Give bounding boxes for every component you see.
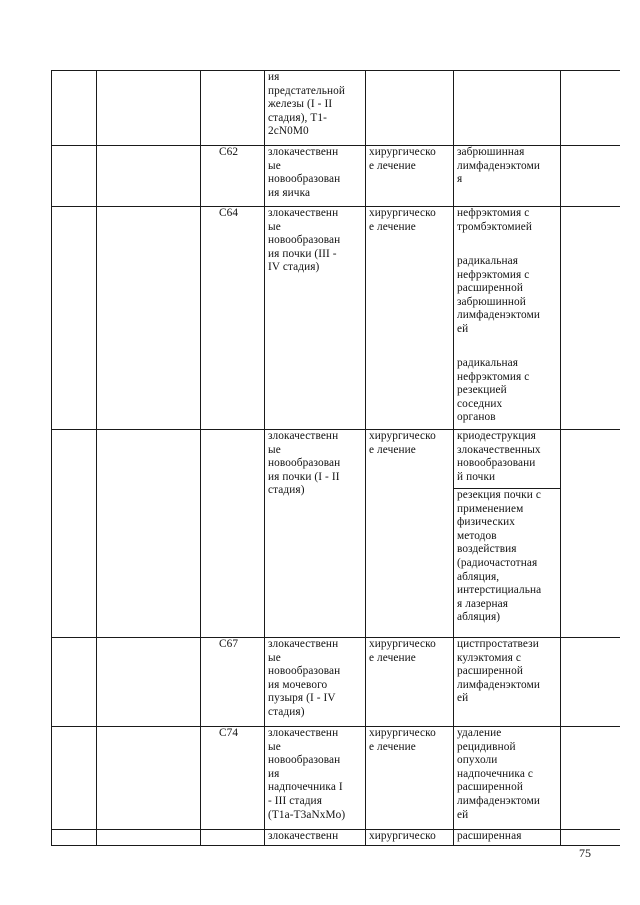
treatment-type-cell: хирургическо е лечение — [369, 727, 436, 753]
method-cell: радикальная нефрэктомия с резекцией соседних органов — [457, 357, 530, 424]
method-cell: радикальная нефрэктомия с расширенной забрюшинной лимфаденэктоми ей — [457, 255, 540, 335]
method-cell: забрюшинная лимфаденэктоми я — [457, 146, 540, 186]
treatment-type-cell: хирургическо е лечение — [369, 207, 436, 233]
column-divider — [365, 70, 366, 846]
icd-code-cell: C62 — [219, 146, 239, 158]
treatment-type-cell: хирургическо е лечение — [369, 638, 436, 664]
icd-code-cell: C74 — [219, 727, 239, 739]
method-cell: удаление рецидивной опухоли надпочечника с расширенной лимфаденэктоми ей — [457, 727, 540, 821]
method-cell: нефрэктомия с тромбэктомией — [457, 207, 533, 233]
disease-cell: злокачественн ые новообразован ия почки (I - II стадия) — [268, 430, 341, 497]
column-divider — [96, 70, 97, 846]
treatment-type-cell: хирургическо е лечение — [369, 430, 436, 456]
method-cell: криодеструкция злокачественных новообразовани й почки — [457, 430, 541, 483]
column-divider — [200, 70, 201, 846]
disease-cell: злокачественн ые новообразован ия почки (III - IV стадия) — [268, 207, 341, 274]
icd-code-cell: C64 — [219, 207, 239, 219]
column-divider — [453, 70, 454, 846]
treatment-type-cell: хирургическо — [369, 830, 436, 842]
disease-cell: злокачественн ые новообразован ия надпочечника I - III стадия (T1a-T3aNxMo) — [268, 727, 346, 821]
disease-cell: злокачественн — [268, 830, 339, 842]
table-border-left — [51, 70, 52, 846]
disease-cell: злокачественн ые новообразован ия яичка — [268, 146, 341, 199]
icd-code-cell: C67 — [219, 638, 239, 650]
table-border-bottom — [51, 845, 620, 846]
disease-cell: злокачественн ые новообразован ия мочевого пузыря (I - IV стадия) — [268, 638, 341, 718]
method-cell: цистпростатвези кулэктомия с расширенной лимфаденэктоми ей — [457, 638, 540, 705]
page-number: 75 — [579, 846, 591, 860]
column-divider — [264, 70, 265, 846]
disease-cell: ия предстательной железы (I - II стадия), T1- 2cN0M0 — [268, 71, 345, 138]
method-cell: резекция почки с применением физических методов воздействия (радиочастотная абляция, интерстициальна я лазерная абляция) — [457, 489, 542, 624]
treatment-type-cell: хирургическо е лечение — [369, 146, 436, 172]
method-cell: расширенная — [457, 830, 522, 842]
column-divider — [560, 70, 561, 846]
